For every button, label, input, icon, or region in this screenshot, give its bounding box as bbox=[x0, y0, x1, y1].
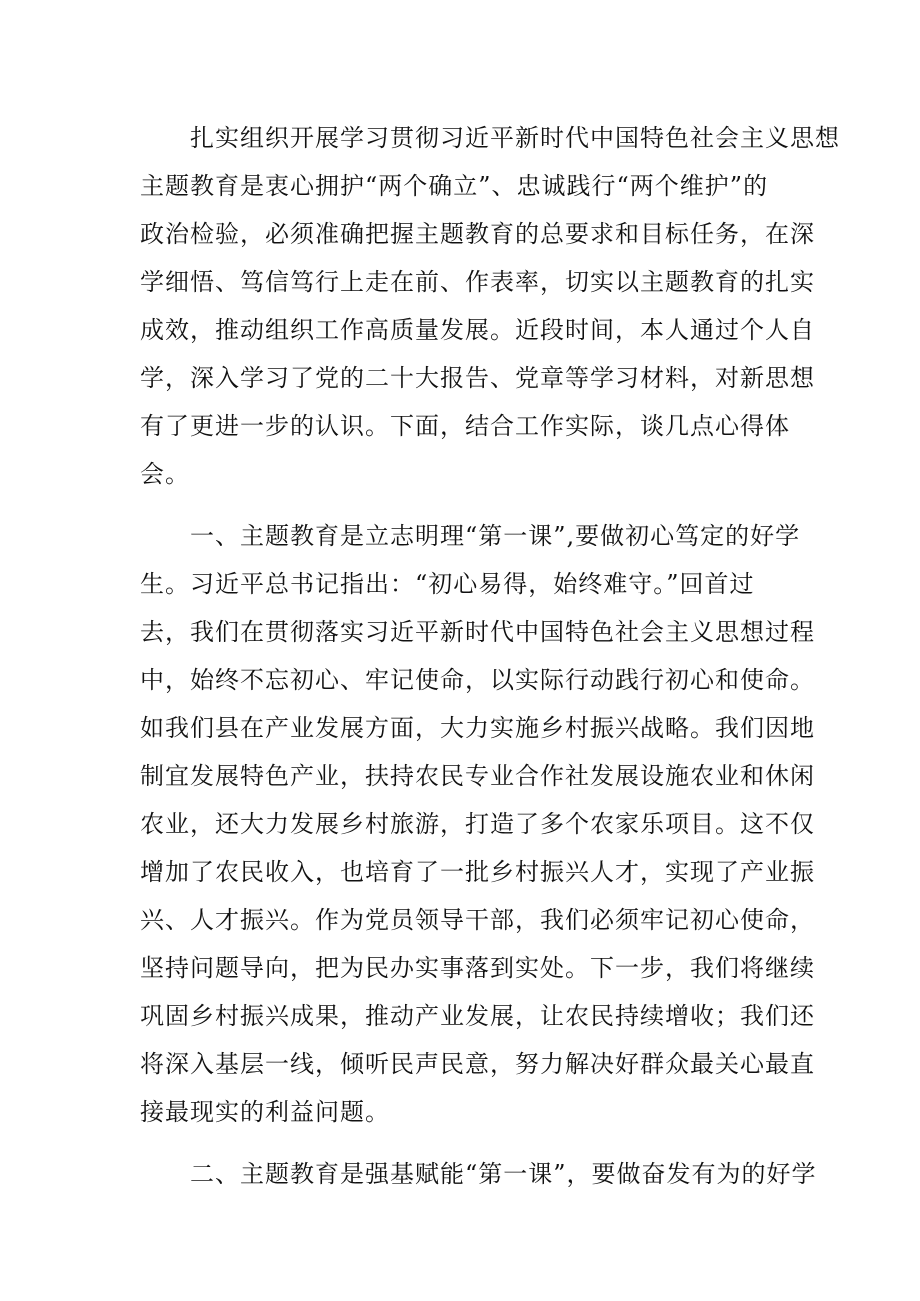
text-line: 二、主题教育是强基赋能“第一课”，要做奋发有为的好学 bbox=[140, 1160, 817, 1188]
paragraph-spacer bbox=[140, 498, 800, 512]
text-line: 兴、人才振兴。作为党员领导干部，我们必须牢记初心使命， bbox=[140, 906, 815, 934]
text-line: 接最现实的利益问题。 bbox=[140, 1098, 390, 1126]
text-line: 学，深入学习了党的二十大报告、党章等学习材料，对新思想 bbox=[140, 364, 815, 392]
paragraph-intro bbox=[140, 114, 840, 498]
text-line: 农业，还大力发展乡村旅游，打造了多个农家乐项目。这不仅 bbox=[140, 810, 815, 838]
text-line: 一、主题教育是立志明理“第一课”,要做初心笃定的好学 bbox=[140, 522, 801, 550]
text-line: 会。 bbox=[140, 460, 190, 488]
text-line: 有了更进一步的认识。下面，结合工作实际，谈几点心得体 bbox=[140, 412, 790, 440]
text-line: 巩固乡村振兴成果，推动产业发展，让农民持续增收；我们还 bbox=[140, 1002, 815, 1030]
text-line: 学细悟、笃信笃行上走在前、作表率，切实以主题教育的扎实 bbox=[140, 268, 815, 296]
text-line: 成效，推动组织工作高质量发展。近段时间，本人通过个人自 bbox=[140, 316, 815, 344]
text-line: 坚持问题导向，把为民办实事落到实处。下一步，我们将继续 bbox=[140, 954, 815, 982]
text-line: 去，我们在贯彻落实习近平新时代中国特色社会主义思想过程 bbox=[140, 618, 815, 646]
text-line: 生。习近平总书记指出：“初心易得，始终难守。”回首过 bbox=[140, 570, 755, 598]
text-line: 如我们县在产业发展方面，大力实施乡村振兴战略。我们因地 bbox=[140, 714, 815, 742]
text-line: 中，始终不忘初心、牢记使命，以实际行动践行初心和使命。 bbox=[140, 666, 815, 694]
paragraph-spacer bbox=[140, 1136, 800, 1150]
text-line: 扎实组织开展学习贯彻习近平新时代中国特色社会主义思想 bbox=[140, 124, 840, 152]
text-line: 制宜发展特色产业，扶持农民专业合作社发展设施农业和休闲 bbox=[140, 762, 815, 790]
text-line: 主题教育是衷心拥护“两个确立”、忠诚践行“两个维护”的 bbox=[140, 172, 769, 200]
paragraph-section-2 bbox=[140, 1150, 817, 1198]
text-line: 将深入基层一线，倾听民声民意，努力解决好群众最关心最直 bbox=[140, 1050, 815, 1078]
paragraph-section-1 bbox=[140, 512, 815, 1136]
document-body bbox=[140, 114, 840, 1198]
text-line: 政治检验，必须准确把握主题教育的总要求和目标任务，在深 bbox=[140, 220, 815, 248]
text-line: 增加了农民收入，也培育了一批乡村振兴人才，实现了产业振 bbox=[140, 858, 815, 886]
